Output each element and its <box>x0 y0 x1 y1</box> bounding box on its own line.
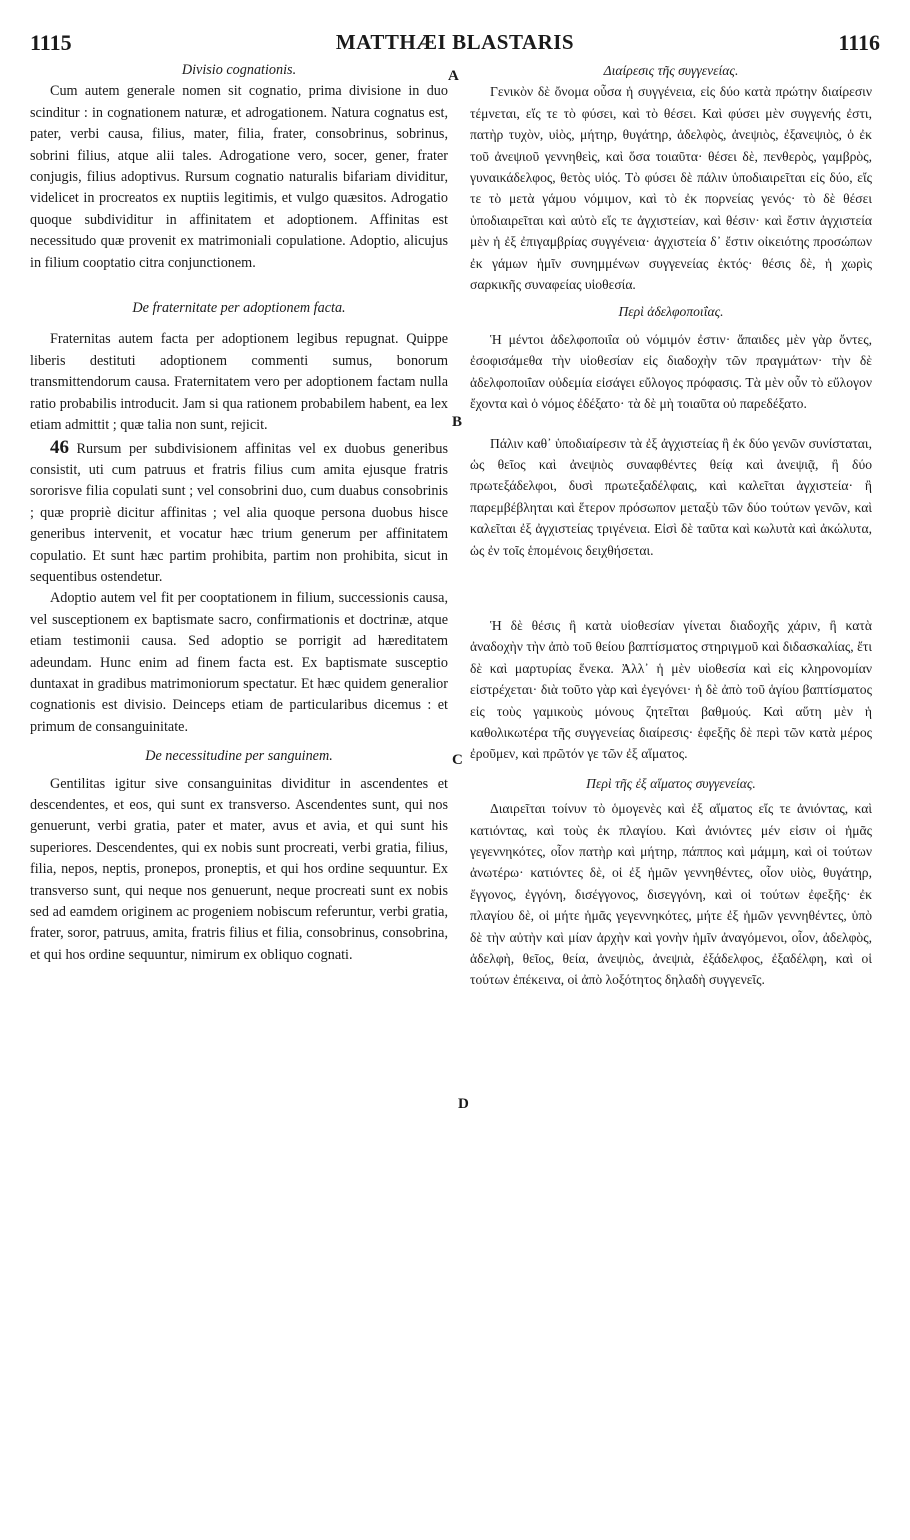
greek-heading-diairesis: Διαίρεσις τῆς συγγενείας. <box>603 63 739 78</box>
latin-paragraph-5: Gentilitas igitur sive consanguinitas dividitur in ascendentes et descendentes, et eos, qui sunt ex transverso. Ascendentes sunt, qui nos genuerunt, verbi gratia, pater et mater, avus et avia, et qui sunt his superiores. Descendentes, qui ex nobis sunt procreati, verbi gratia, filius, filia, nepos, neptis, pronepos, proneptis, et qui hos ordine sequuntur. Ex transverso sunt, qui neque nos genuerunt, neque procreati sunt ex nobis sed ad eamdem originem ac progeniem nobiscum referuntur, verbi gratia, frater, soror, patruus, amita, fratris filius et filia, consobrinus, consobrina, et qui hos ordine sequuntur, nimirum ex obliquo cognati. <box>30 775 448 963</box>
greek-paragraph-3: Πάλιν καθ᾽ ὑποδιαίρεσιν τὰ ἐξ ἀγχιστείας ἢ ἐκ δύο γενῶν συνίσταται, ὡς θεῖος καὶ ἀνεψιὸς συναφθέντες θείᾳ καὶ ἀνεψιᾷ, ἢ δύο πρωτεξάδελφοι, δυσὶ πρωτεξαδέλφαις, καὶ καλεῖται ἀγχιστεία· ἢ παρεμβέβληται καὶ ἕτερον πρόσωπον μεταξὺ τῶν δύο τούτων γενῶν, καὶ καλεῖται ἐξ ἀγχιστείας τριγένεια. Εἰσὶ δὲ ταῦτα καὶ κωλυτὰ καὶ ἀκώλυτα, ὡς ἐν τοῖς ἑπομένοις δειχθήσεται. <box>470 435 872 558</box>
latin-paragraph-3: Rursum per subdivisionem affinitas vel ex duobus generibus consistit, uti cum patruus et fratris filius cum amita ejusque fratris sororisve filia copulati sunt ; vel consobrini duo, cum duabus consobrinis ; quæ propriè dicitur affinitas ; vel alia quoque persona duobus hisce generibus intervenit, et vocatur hæc trium generum per affinitatem copulatio. Et sunt hæc partim prohibita, partim non prohibita, sicut in sequentibus ostendetur. <box>30 440 448 585</box>
greek-paragraph-5: Διαιρεῖται τοίνυν τὸ ὁμογενὲς καὶ ἐξ αἵματος εἴς τε ἀνιόντας, καὶ κατιόντας, καὶ τοὺς ἐκ πλαγίου. Καὶ ἀνιόντες μέν εἰσιν οἱ ἡμᾶς γεγεννηκότες, οἷον πατὴρ καὶ μήτηρ, πάππος καὶ μάμμη, καὶ οἱ τούτων ἀνωτέρω· κατιόντες δὲ, οἱ ἐξ ἡμῶν γεννηθέντες, οἷον υἱὸς, θυγάτηρ, ἔγγονος, ἐγγόνη, δισέγγονος, δισεγγόνη, καὶ οἱ τούτων ἐφεξῆς· ἐκ πλαγίου δὲ, οἱ μήτε ἡμᾶς γεγεννηκότες, μήτε ἐξ ἡμῶν γεννηθέντες, ὑπὸ δὲ τὴν αὐτὴν καὶ μίαν ἀρχὴν καὶ γονὴν ἡμῖν ἀναγόμενοι, οἷον, ἀδελφὸς, ἀδελφὴ, θεῖος, θεία, ἀνεψιὸς, ἀνεψιὰ, ἐξάδελφος, ἐξαδέλφη, καὶ οἱ τούτων ἐπέκεινα, οἱ ἀπὸ λοξότητος δηλαδὴ συγγενεῖς. <box>470 801 872 988</box>
latin-column <box>30 60 448 966</box>
page-header <box>30 30 880 60</box>
greek-heading-aimatos: Περὶ τῆς ἐξ αἵματος συγγενείας. <box>586 775 756 791</box>
greek-heading-adelfopoiia: Περὶ ἀδελφοποιΐας. <box>618 304 724 320</box>
running-title: MATTHÆI BLASTARIS <box>335 30 575 54</box>
greek-column <box>470 60 872 991</box>
greek-paragraph-4: Ἡ δὲ θέσις ἢ κατὰ υἱοθεσίαν γίνεται διαδοχῆς χάριν, ἢ κατὰ ἀναδοχὴν τὴν ἀπὸ τοῦ θείου βαπτίσματος στηριγμοῦ καὶ διδασκαλίας, ἔτι δὲ καὶ μαρτυρίας ἕνεκα. Ἀλλ᾽ ἡ μὲν υἱοθεσία καὶ εἰς κληρονομίαν εἰστρέχεται· διὰ τοῦτο γὰρ καὶ ἐγεγόνει· ἡ δὲ ἀπὸ τοῦ ἁγίου βαπτίσματος εἰς τοὺς γαμικοὺς μόνους ζητεῖται βαθμούς. Καὶ αὕτη μὲν ἡ καθολικωτέρα τῆς συγγενείας διαίρεσις· ἐφεξῆς δὲ περὶ τῶν κατὰ μέρος ἐροῦμεν, καὶ πρῶτόν γε τῶν ἐξ αἵματος. <box>470 617 872 762</box>
latin-heading-divisio: Divisio cognationis. <box>181 62 297 78</box>
margin-letter-d: D <box>458 1096 469 1112</box>
section-number: 46 <box>50 436 69 458</box>
margin-letter-b: B <box>452 414 463 430</box>
margin-letter-a: A <box>448 68 459 84</box>
latin-paragraph-2: Fraternitas autem facta per adoptionem legibus repugnat. Quippe liberis destituti adoptionem commenti sumus, bonorum transmittendorum causa. Fraternitatem vero per adoptionem factam nulla ratio probabilis introducit. Jam si qua rationem probabilem habent, ea lex etiam admittit ; quæ talia non sunt, rejicit. <box>30 331 448 434</box>
latin-heading-sanguinem: De necessitudine per sanguinem. <box>145 748 333 765</box>
latin-paragraph-4: Adoptio autem vel fit per cooptationem in filium, successionis causa, vel susceptionem ex baptismate sacro, confirmationis et doctrinæ, atque etiam testimonii causa. Sed adoptio se porrigit ad hæreditatem adeundam. Hunc enim ad finem facta est. Ex baptismate susceptio duntaxat in gradibus matrimoniorum spectatur. Et hæc quidem generalior cognationis est divisio. Deinceps etiam de particularibus dicemus : et primum de consanguinitate. <box>30 590 448 735</box>
right-page-number: 1116 <box>838 30 880 55</box>
latin-paragraph-1: Cum autem generale nomen sit cognatio, prima divisione in duo scinditur : in cognationem naturæ, et adrogationem. Natura cognatus est, pater, verbi causa, filius, mater, filia, frater, consobrinus, sobrinus, sobrini filius, atque alii tales. Adrogatione vero, socer, gener, frater conjugis, filius adoptivus. Rursum cognatio naturalis bifariam dividitur, videlicet in procreatos ex nuptiis legitimis, et vulgo quæsitos. Adrogatio quoque subdividitur in affinitatem et adoptionem. Affinitas est necessitudo quæ provenit ex matrimoniali copulatione. Adoptio, alicujus in filium cooptatio citra conjunctionem. <box>30 83 448 271</box>
latin-heading-fraternitate: De fraternitate per adoptionem facta. <box>132 300 346 317</box>
left-page-number: 1115 <box>30 30 72 55</box>
greek-paragraph-1: Γενικὸν δὲ ὄνομα οὖσα ἡ συγγένεια, εἰς δύο κατὰ πρώτην διαίρεσιν τέμνεται, εἴς τε τὸ φύσει, καὶ τὸ θέσει. Καὶ φύσει μὲν συγγενής ἐστι, πατὴρ τυχὸν, υἱὸς, μήτηρ, θυγάτηρ, ἀδελφὸς, ἀνεψιὸς, ἐξανεψιὸς, ὁ ἐκ τοῦ ἀνεψιοῦ γεννηθεὶς, καὶ ὅσα τοιαῦτα· θέσει δὲ, πενθερὸς, γαμβρὸς, γυναικάδελφος, θετὸς υἱός. Τὸ φύσει δὲ πάλιν ὑποδιαιρεῖται εἰς δύο, εἴς τε τὸ μετὰ γάμου νόμιμον, καὶ τὸ ἐκ πορνείας γενός· τὸ δὲ θέσει ὑποδιαιρεῖται καὶ αὐτὸ εἴς τε ἀγχιστείαν, καὶ θέσιν· καὶ ἔστιν ἀγχιστεία μὲν ἡ ἐξ ἐπιγαμβρίας συγγένεια· ἀγχιστεία δ᾽ ἔστιν οἰκειότης προσώπων ἐκ γάμων ἡμῖν συνημμένων συγγενείας ἐκτός· θέσις δὲ, ἡ χωρὶς σαρκικῆς συναφείας υἱοθεσία. <box>470 84 872 293</box>
greek-paragraph-2: Ἡ μέντοι ἀδελφοποιΐα οὐ νόμιμόν ἐστιν· ἄπαιδες μὲν γὰρ ὄντες, ἐσοφισάμεθα τὴν υἱοθεσίαν εἰς διαδοχὴν τῶν πραγμάτων· τὴν δὲ ἀδελφοποιΐαν οὐδεμία εἰσάγει εὔλογος πρόφασις. Τὰ μὲν οὖν τὸ εὔλογον ἔχοντα καὶ ὁ νόμος ἐδέξατο· τὰ δὲ μὴ τοιαῦτα οὐ παρεδέξατο. <box>470 331 872 412</box>
margin-letter-c: C <box>452 752 463 768</box>
